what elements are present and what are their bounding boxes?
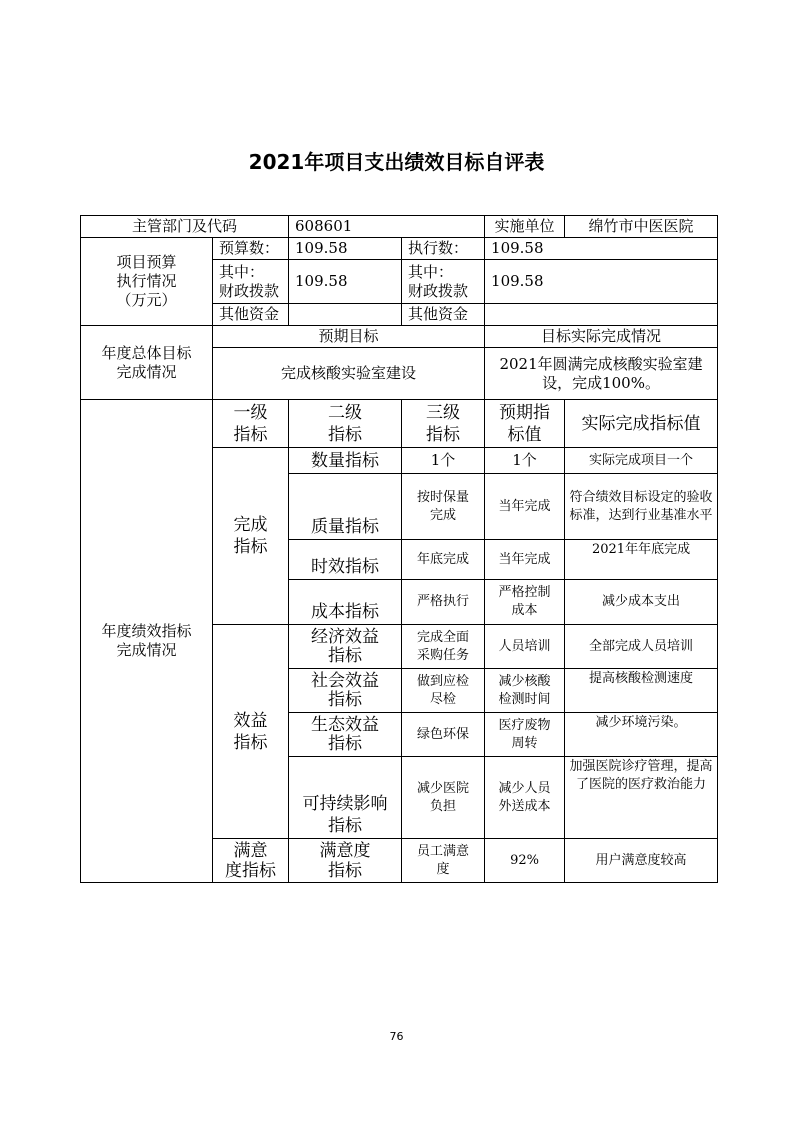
indicator-level3: 做到应检 尽检: [402, 669, 485, 713]
indicator-level2: 成本指标: [289, 580, 402, 625]
level1-header: 一级 指标: [213, 400, 289, 448]
page-title: 2021年项目支出绩效目标自评表: [248, 150, 545, 174]
level2-header: 二级 指标: [289, 400, 402, 448]
other-exec-label: 其他资金: [402, 304, 485, 326]
indicator-expected: 1个: [485, 448, 565, 474]
expected-value-header: 预期指 标值: [485, 400, 565, 448]
dept-label: 主管部门及代码: [81, 216, 289, 238]
indicator-expected: 减少核酸 检测时间: [485, 669, 565, 713]
indicator-actual: 全部完成人员培训: [565, 625, 718, 669]
indicator-level3: 1个: [402, 448, 485, 474]
other-budget-label: 其他资金: [213, 304, 289, 326]
level3-header: 三级 指标: [402, 400, 485, 448]
budget-amount-value: 109.58: [289, 238, 402, 260]
indicator-level2: 满意度 指标: [289, 839, 402, 883]
annual-goal-label: 年度总体目标 完成情况: [81, 326, 213, 400]
actual-goal: 2021年圆满完成核酸实验室建设，完成100%。: [485, 348, 718, 400]
page-number: 76: [389, 1030, 404, 1043]
fiscal-exec-label: 其中： 财政拨款: [402, 260, 485, 304]
expected-goal: 完成核酸实验室建设: [213, 348, 485, 400]
exec-amount-label: 执行数：: [402, 238, 485, 260]
expected-goal-header: 预期目标: [213, 326, 485, 348]
budget-label: 项目预算 执行情况 （万元）: [81, 238, 213, 326]
indicator-expected: 92%: [485, 839, 565, 883]
other-exec-value: [485, 304, 718, 326]
performance-label: 年度绩效指标 完成情况: [81, 400, 213, 883]
indicator-actual: 加强医院诊疗管理，提高了医院的医疗救治能力: [565, 757, 718, 839]
indicator-expected: 当年完成: [485, 474, 565, 540]
indicator-actual: 减少环境污染。: [565, 713, 718, 757]
indicator-level3: 严格执行: [402, 580, 485, 625]
completion-group: 完成 指标: [213, 448, 289, 625]
indicator-expected: 减少人员 外送成本: [485, 757, 565, 839]
indicator-actual: 减少成本支出: [565, 580, 718, 625]
indicator-level3: 员工满意 度: [402, 839, 485, 883]
indicator-level3: 减少医院 负担: [402, 757, 485, 839]
indicator-actual: 用户满意度较高: [565, 839, 718, 883]
indicator-actual: 2021年年底完成: [565, 540, 718, 580]
fiscal-exec-value: 109.58: [485, 260, 718, 304]
indicator-level3: 绿色环保: [402, 713, 485, 757]
indicator-expected: 医疗废物 周转: [485, 713, 565, 757]
actual-value-header: 实际完成指标值: [565, 400, 718, 448]
indicator-level3: 完成全面 采购任务: [402, 625, 485, 669]
performance-table: [80, 215, 718, 883]
indicator-expected: 严格控制 成本: [485, 580, 565, 625]
unit-name: 绵竹市中医医院: [565, 216, 718, 238]
budget-amount-label: 预算数：: [213, 238, 289, 260]
indicator-expected: 人员培训: [485, 625, 565, 669]
indicator-level2: 质量指标: [289, 474, 402, 540]
benefit-group: 效益 指标: [213, 625, 289, 839]
unit-label: 实施单位: [485, 216, 565, 238]
actual-goal-header: 目标实际完成情况: [485, 326, 718, 348]
fiscal-budget-value: 109.58: [289, 260, 402, 304]
indicator-level3: 年底完成: [402, 540, 485, 580]
other-budget-value: [289, 304, 402, 326]
indicator-level2: 时效指标: [289, 540, 402, 580]
exec-amount-value: 109.58: [485, 238, 718, 260]
indicator-level2: 数量指标: [289, 448, 402, 474]
indicator-expected: 当年完成: [485, 540, 565, 580]
indicator-actual: 提高核酸检测速度: [565, 669, 718, 713]
satisfaction-group: 满意 度指标: [213, 839, 289, 883]
indicator-level2: 可持续影响 指标: [289, 757, 402, 839]
indicator-level3: 按时保量 完成: [402, 474, 485, 540]
dept-code: 608601: [289, 216, 485, 238]
indicator-level2: 社会效益 指标: [289, 669, 402, 713]
indicator-level2: 经济效益 指标: [289, 625, 402, 669]
indicator-level2: 生态效益 指标: [289, 713, 402, 757]
indicator-actual: 实际完成项目一个: [565, 448, 718, 474]
indicator-actual: 符合绩效目标设定的验收标准，达到行业基准水平: [565, 474, 718, 540]
fiscal-budget-label: 其中： 财政拨款: [213, 260, 289, 304]
